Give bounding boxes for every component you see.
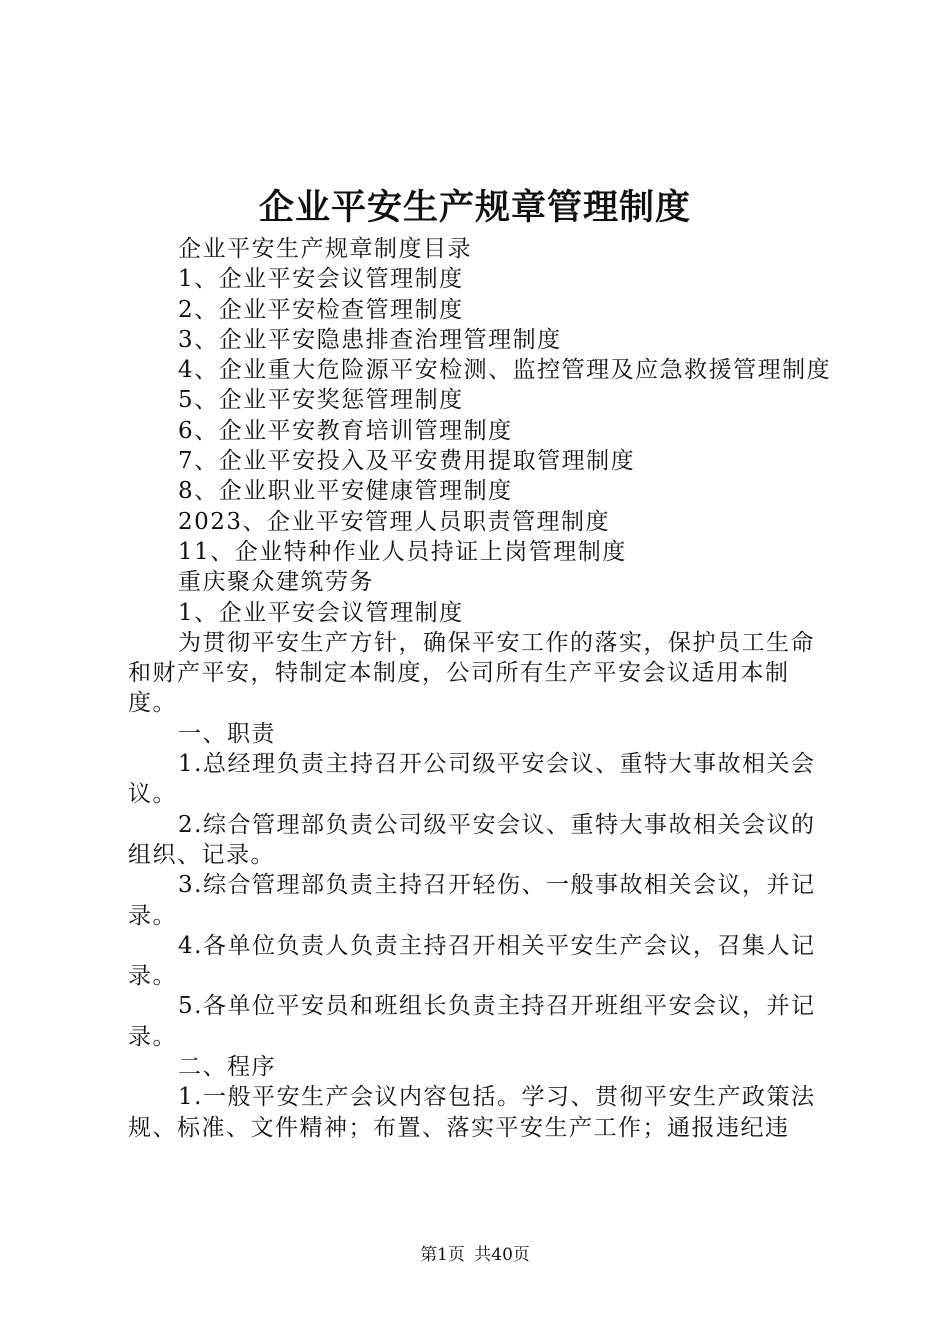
document-title: 企业平安生产规章管理制度 [258, 187, 691, 228]
paragraph: 5.各单位平安员和班组长负责主持召开班组平安会议，并记录。 [128, 993, 816, 1050]
paragraph: 2、企业平安检查管理制度 [178, 296, 464, 323]
document-body [128, 234, 832, 1143]
paragraph: 2023、企业平安管理人员职责管理制度 [178, 508, 611, 535]
page-number: 第1页 [420, 1245, 465, 1265]
paragraph: 3.综合管理部负责主持召开轻伤、一般事故相关会议，并记录。 [128, 872, 816, 929]
page-footer [0, 1243, 950, 1267]
paragraph: 4、企业重大危险源平安检测、监控管理及应急救援管理制度 [178, 357, 832, 384]
paragraph: 为贯彻平安生产方针，确保平安工作的落实，保护员工生命和财产平安，特制定本制度，公司所有生产平安会议适用本制度。 [128, 629, 815, 717]
paragraph: 2.综合管理部负责公司级平安会议、重特大事故相关会议的组织、记录。 [128, 811, 816, 868]
paragraph: 11、企业特种作业人员持证上岗管理制度 [178, 538, 627, 565]
paragraph: 7、企业平安投入及平安费用提取管理制度 [178, 448, 636, 475]
paragraph: 1、企业平安会议管理制度 [178, 599, 464, 626]
paragraph: 1.一般平安生产会议内容包括。学习、贯彻平安生产政策法规、标准、文件精神；布置、落实平安生产工作；通报违纪违 [128, 1084, 816, 1141]
paragraph: 企业平安生产规章制度目录 [178, 236, 472, 262]
paragraph: 一、职责 [178, 720, 276, 747]
paragraph: 8、企业职业平安健康管理制度 [178, 478, 513, 505]
paragraph: 5、企业平安奖惩管理制度 [178, 387, 464, 414]
paragraph: 二、程序 [178, 1054, 276, 1081]
paragraph: 1、企业平安会议管理制度 [178, 266, 464, 293]
paragraph: 重庆聚众建筑劳务 [178, 569, 374, 596]
paragraph: 1.总经理负责主持召开公司级平安会议、重特大事故相关会议。 [128, 751, 816, 808]
paragraph: 3、企业平安隐患排查治理管理制度 [178, 326, 562, 353]
page-total: 共40页 [474, 1245, 530, 1265]
paragraph: 4.各单位负责人负责主持召开相关平安生产会议，召集人记录。 [128, 932, 816, 990]
paragraph: 6、企业平安教育培训管理制度 [178, 417, 513, 444]
